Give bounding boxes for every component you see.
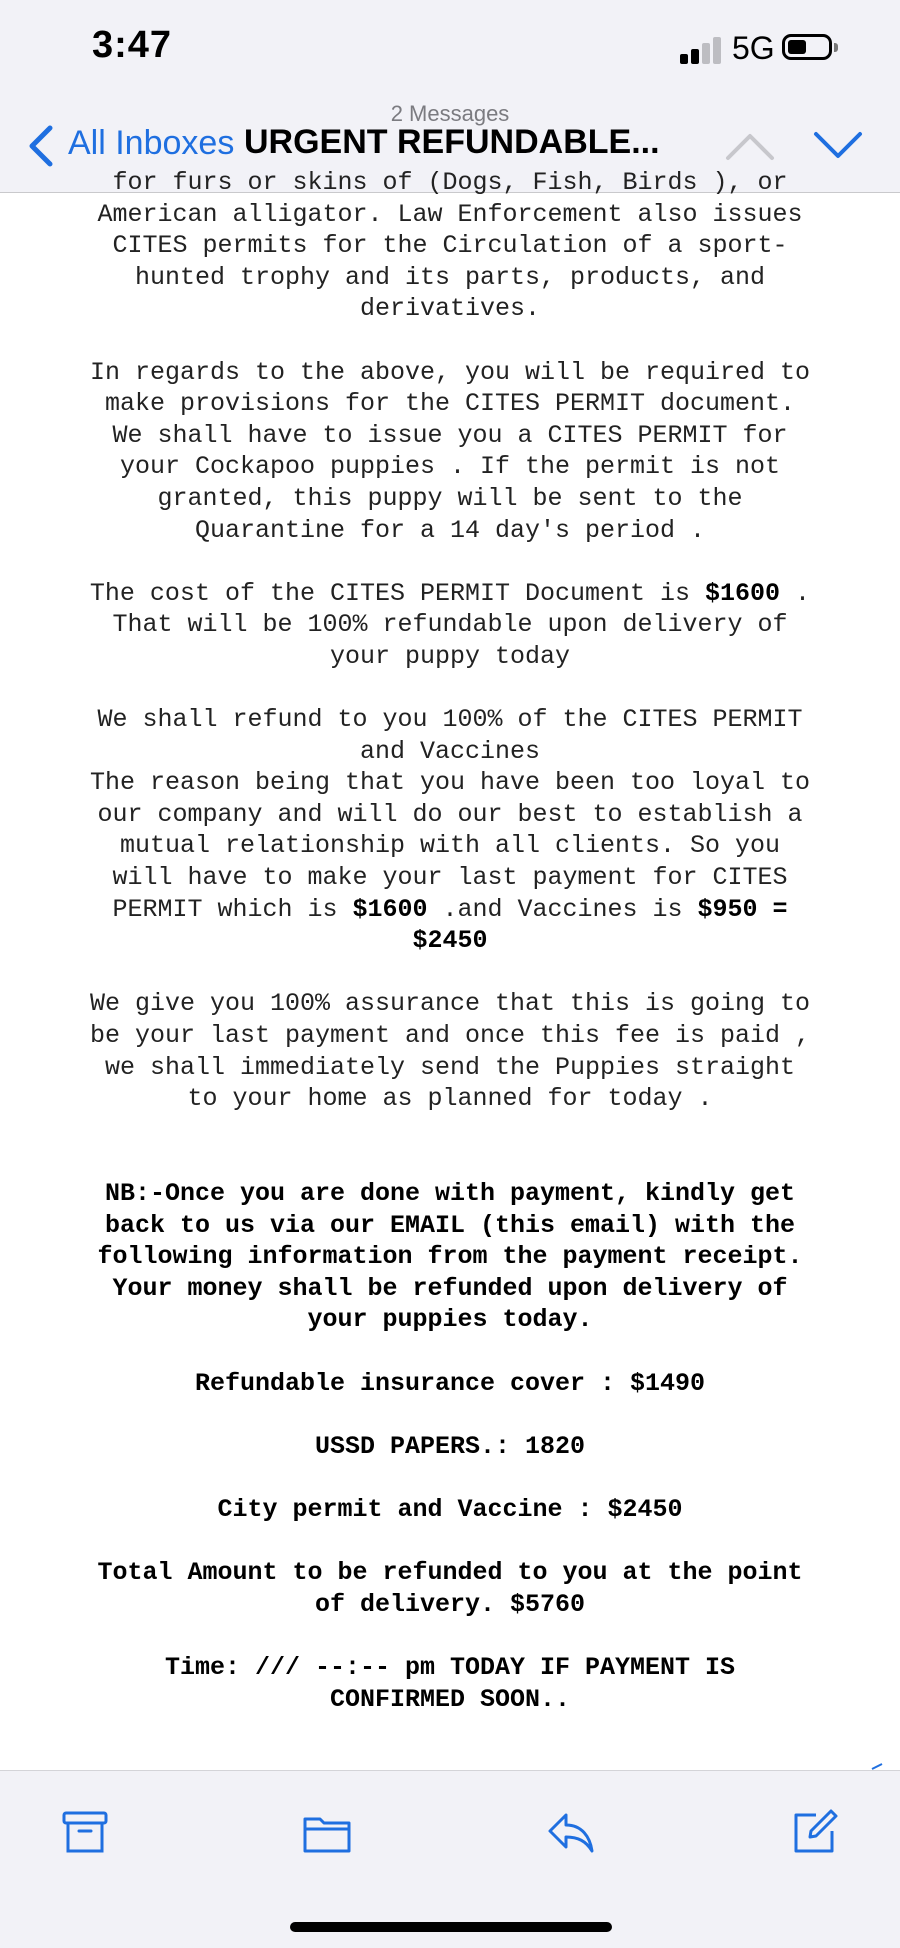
paragraph-payment: The reason being that you have been too loyal to our company and will do our best to establish a mutual relationship with all clients. So you will have to make your last payment for CITES PERMIT which is $1600 .and Vaccines is $950 = $2450 — [89, 768, 811, 956]
ussd-line: USSD PAPERS.: 1820 — [314, 1431, 586, 1461]
city-permit-line: City permit and Vaccine : $2450 — [217, 1494, 683, 1524]
nb-notice: NB:-Once you are done with payment, kindly get back to us via our EMAIL (this email) with the following information from the payment receipt. Your money shall be refunded upon delivery of your puppies today. — [97, 1179, 803, 1335]
battery-icon — [782, 34, 832, 60]
folder-icon[interactable] — [302, 1807, 352, 1857]
home-indicator[interactable] — [290, 1922, 612, 1932]
previous-message-icon[interactable] — [724, 128, 776, 164]
reply-icon[interactable] — [546, 1807, 596, 1857]
total-line: Total Amount to be refunded to you at the point of delivery. $5760 — [97, 1558, 803, 1619]
signal-icon — [680, 34, 722, 64]
back-chevron-icon[interactable] — [22, 122, 62, 170]
paragraph-refund: We shall refund to you 100% of the CITES PERMIT and Vaccines — [97, 705, 803, 766]
insurance-line: Refundable insurance cover : $1490 — [194, 1368, 706, 1398]
scroll-indicator — [870, 1762, 884, 1770]
status-time: 3:47 — [92, 24, 173, 66]
email-subject-title: URGENT REFUNDABLE... — [244, 123, 660, 161]
compose-icon[interactable] — [790, 1807, 840, 1857]
clipped-line: for furs or skins of (Dogs, Fish, Birds ), or — [112, 168, 788, 197]
paragraph-intro: American alligator. Law Enforcement also issues CITES permits for the Circulation of a sport- hunted trophy and its parts, products, and derivatives. — [97, 199, 803, 324]
paragraph-cites-requirement: In regards to the above, you will be required to make provisions for the CITES PERMIT document. We shall have to issue you a CITES PERMIT for your Cockapoo puppies . If the permit is not granted, this puppy will be sent to the Quarantine for a 14 day's period . — [89, 357, 811, 545]
permit-cost-amount: $1600 — [705, 578, 781, 608]
back-button-all-inboxes[interactable]: All Inboxes — [68, 124, 235, 162]
message-count: 2 Messages — [390, 101, 510, 126]
paragraph-assurance: We give you 100% assurance that this is going to be your last payment and once this fee is paid , we shall immediately send the Puppies straight to your home as planned for today . — [89, 989, 811, 1114]
permit-amount: $1600 — [352, 894, 428, 924]
vaccine-total-amount: $950 = $2450 — [412, 894, 788, 956]
time-line: Time: /// --:-- pm TODAY IF PAYMENT IS CONFIRMED SOON.. — [164, 1652, 736, 1714]
status-bar — [0, 0, 900, 100]
next-message-icon[interactable] — [812, 128, 864, 164]
archive-icon[interactable] — [60, 1807, 110, 1857]
network-label: 5G — [732, 30, 775, 66]
email-body[interactable] — [0, 168, 900, 1770]
paragraph-permit-cost: The cost of the CITES PERMIT Document is $1600 . That will be 100% refundable upon delivery of your puppy today — [89, 578, 811, 671]
